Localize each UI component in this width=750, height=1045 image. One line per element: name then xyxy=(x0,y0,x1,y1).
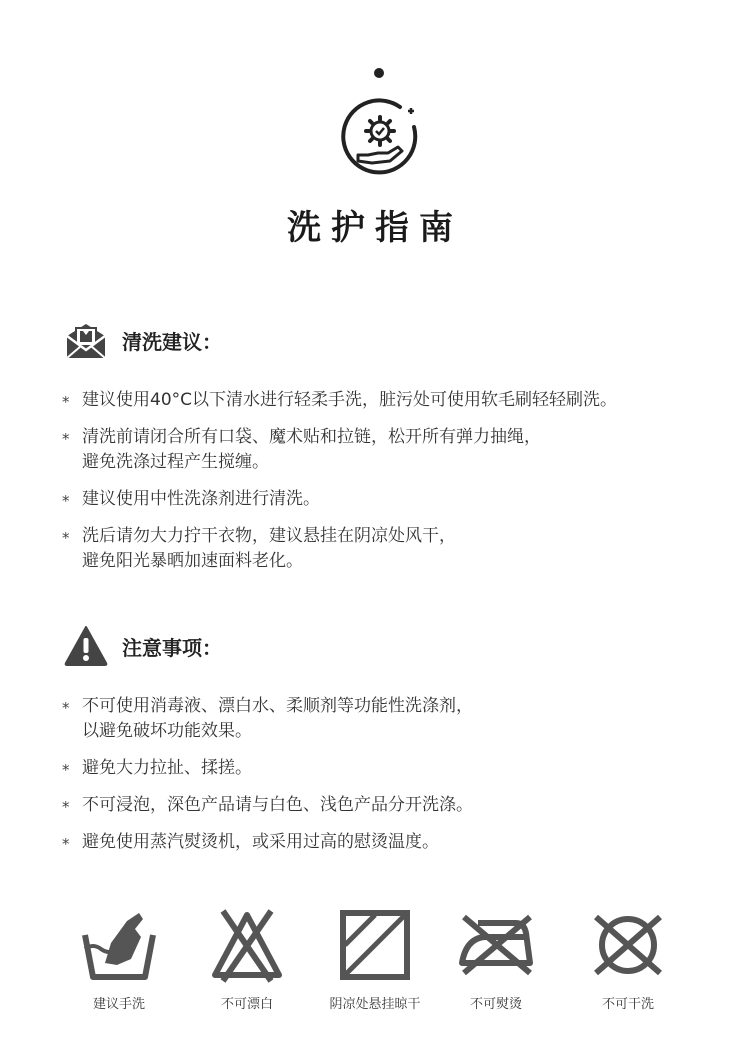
tip-text: 洗后请勿大力拧干衣物，建议悬挂在阴凉处风干， 避免阳光暴晒加速面料老化。 xyxy=(82,526,456,571)
tip-text: 避免大力拉扯、揉搓。 xyxy=(82,758,252,778)
list-item xyxy=(60,694,740,744)
bullet: * xyxy=(62,393,70,411)
bullet: * xyxy=(62,835,70,853)
no-dry-clean-icon xyxy=(590,907,666,983)
list-item xyxy=(60,388,740,413)
care-symbol-hand-wash xyxy=(59,895,179,1012)
hand-wash-icon xyxy=(81,907,157,983)
care-label: 不可干洗 xyxy=(601,997,654,1012)
tip-text: 建议使用中性洗涤剂进行清洗。 xyxy=(82,489,320,509)
list-item xyxy=(60,756,740,781)
cleaning-section-header xyxy=(64,318,222,362)
care-label: 建议手洗 xyxy=(92,997,145,1012)
notes-section-header xyxy=(64,624,222,668)
bullet: * xyxy=(62,761,70,779)
list-item xyxy=(60,487,740,512)
tip-text: 不可使用消毒液、漂白水、柔顺剂等功能性洗涤剂， 以避免破坏功能效果。 xyxy=(82,696,473,741)
list-item xyxy=(60,524,740,574)
bullet: * xyxy=(62,699,70,717)
bullet: * xyxy=(62,529,70,547)
warning-triangle-icon xyxy=(64,624,108,668)
gear-hand-care-icon xyxy=(338,97,422,181)
no-iron-icon xyxy=(458,907,534,983)
notes-heading: 注意事项： xyxy=(122,635,222,660)
list-item xyxy=(60,425,740,475)
care-symbol-no-bleach xyxy=(187,895,307,1012)
care-symbol-shade-dry xyxy=(315,895,435,1012)
page-title: 洗护指南 xyxy=(287,208,463,248)
cleaning-heading: 清洗建议： xyxy=(122,329,222,354)
bullet: * xyxy=(62,430,70,448)
bullet: * xyxy=(62,798,70,816)
list-item xyxy=(60,830,740,855)
tip-text: 建议使用40°C以下清水进行轻柔手洗，脏污处可使用软毛刷轻轻刷洗。 xyxy=(82,390,618,410)
care-symbol-no-dry-clean xyxy=(568,895,688,1012)
care-label: 阴凉处悬挂晾干 xyxy=(329,997,421,1012)
care-label: 不可漂白 xyxy=(220,997,273,1012)
shade-dry-icon xyxy=(337,907,413,983)
tip-text: 避免使用蒸汽熨烫机，或采用过高的慰烫温度。 xyxy=(82,832,439,852)
notes-tips-list xyxy=(60,694,740,855)
envelope-shirt-icon xyxy=(64,318,108,362)
tip-text: 不可浸泡，深色产品请与白色、浅色产品分开洗涤。 xyxy=(82,795,473,815)
care-symbols-row xyxy=(0,895,750,1025)
care-symbol-no-iron xyxy=(436,895,556,1012)
list-item xyxy=(60,793,740,818)
cleaning-tips-list xyxy=(60,388,740,574)
decorative-dot xyxy=(374,68,384,78)
care-label: 不可熨烫 xyxy=(469,997,522,1012)
tip-text: 清洗前请闭合所有口袋、魔术贴和拉链，松开所有弹力抽绳， 避免洗涤过程产生搅缠。 xyxy=(82,427,541,472)
no-bleach-icon xyxy=(209,907,285,983)
bullet: * xyxy=(62,492,70,510)
